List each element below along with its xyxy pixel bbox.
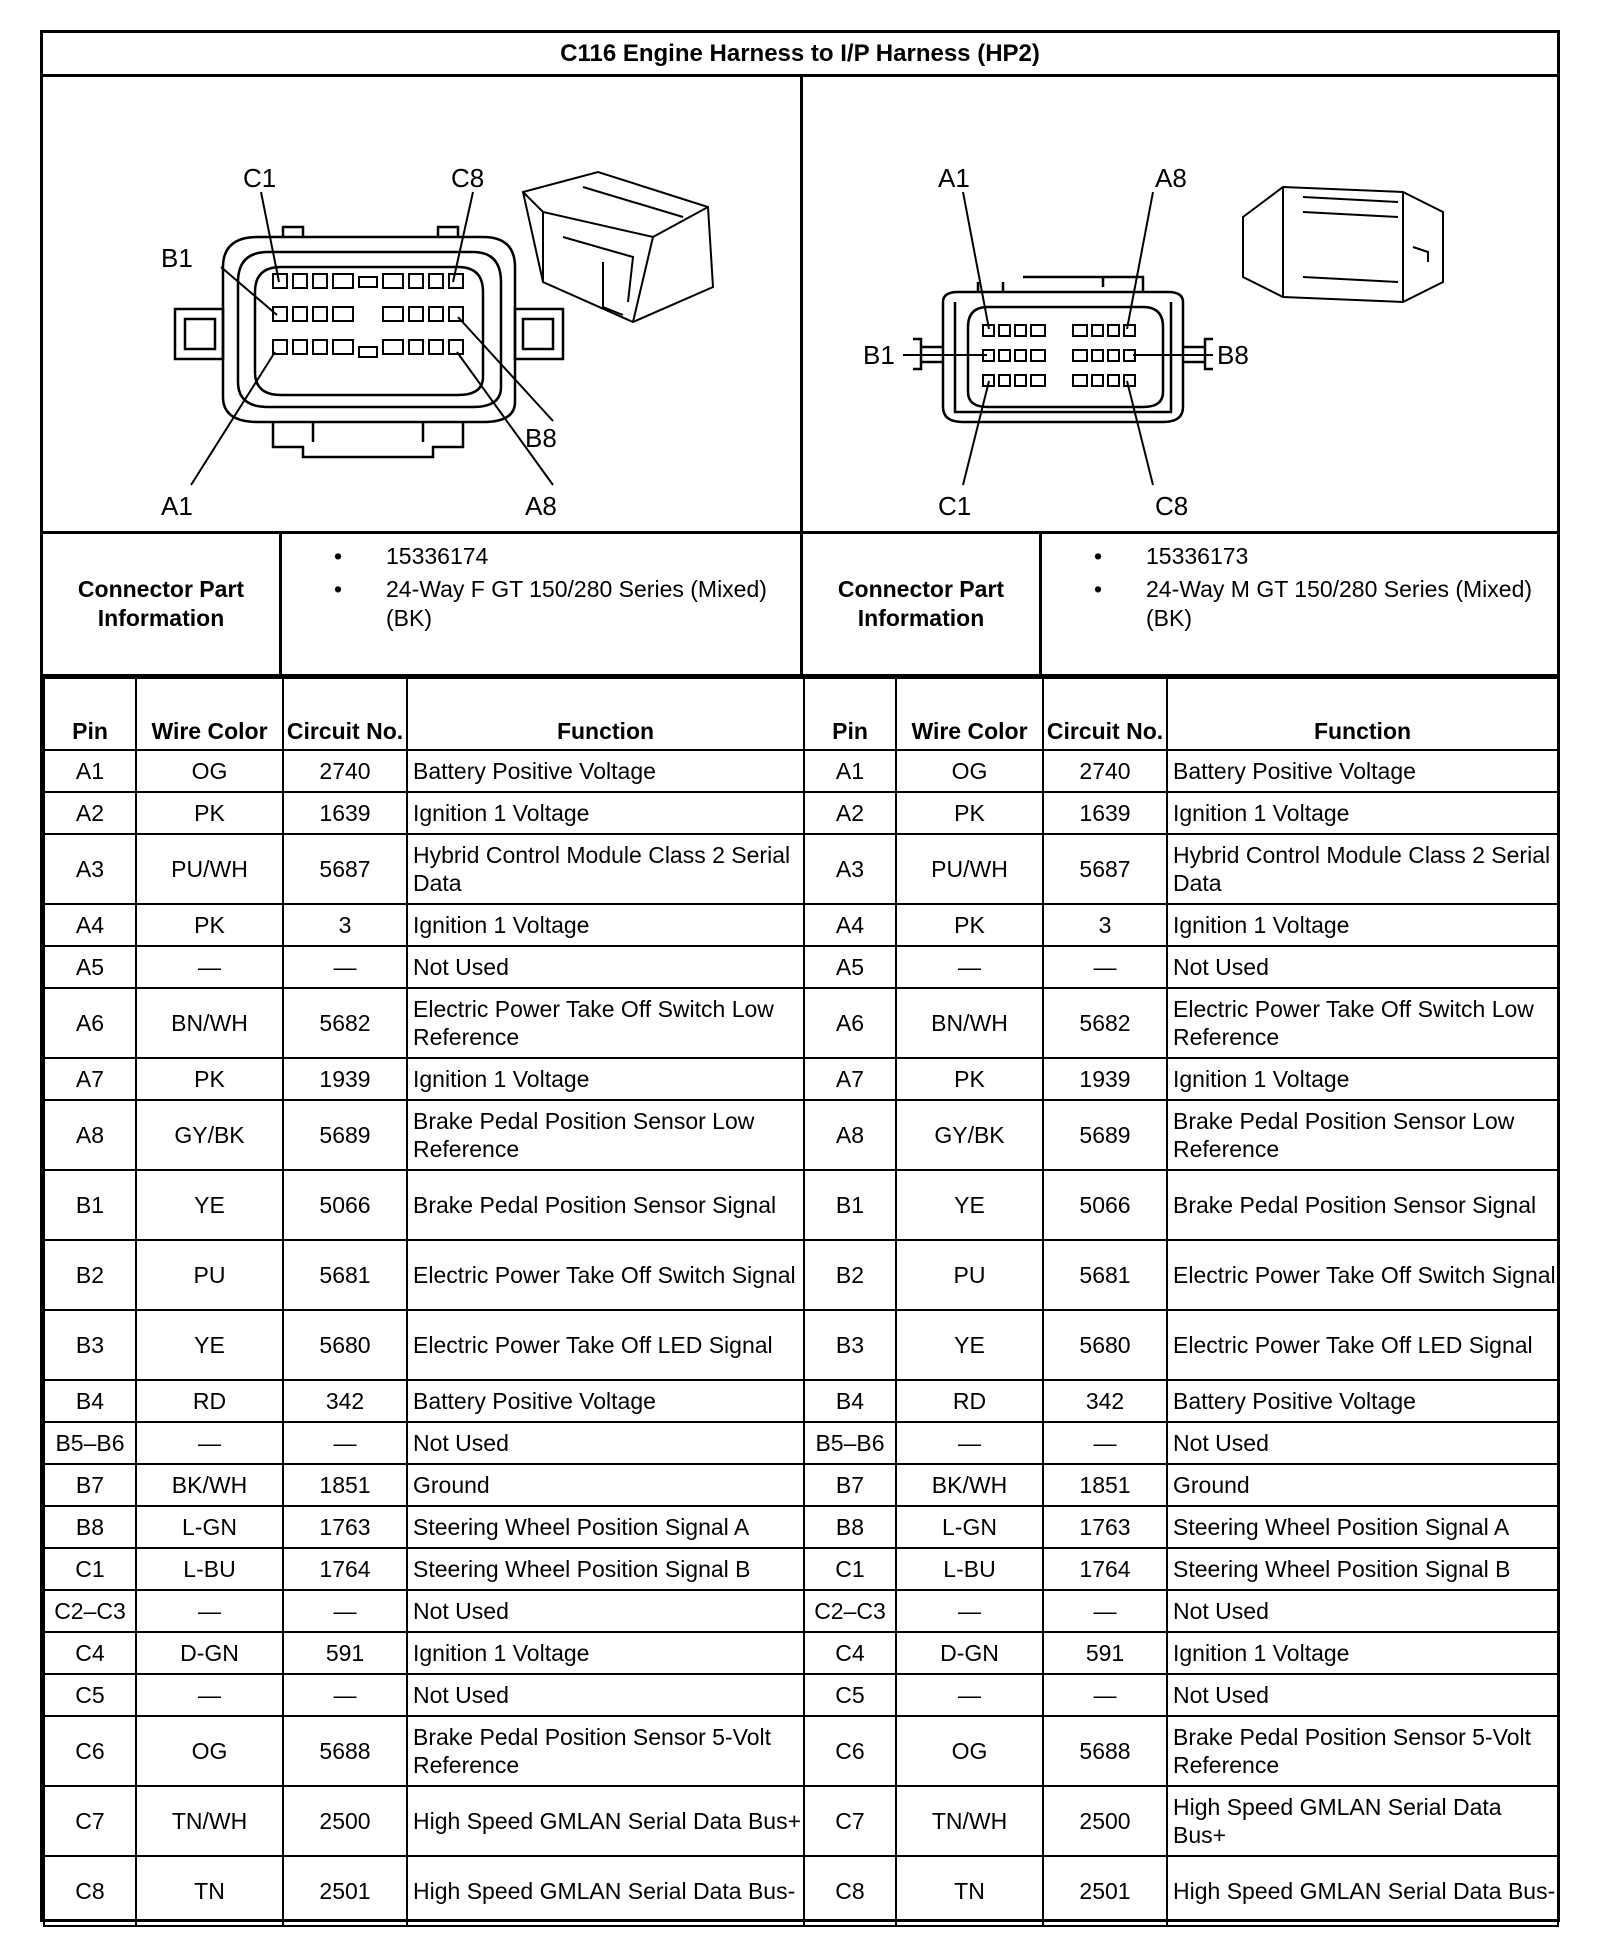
function-cell: Ignition 1 Voltage: [407, 904, 804, 946]
table-row: [804, 1240, 1558, 1310]
function-cell: Brake Pedal Position Sensor 5-Volt Reference: [407, 1716, 804, 1786]
pin-cell: A6: [804, 988, 896, 1058]
circuit-cell: 5682: [1043, 988, 1167, 1058]
wire-color-cell: PK: [136, 792, 283, 834]
function-cell: Electric Power Take Off Switch Signal: [1167, 1240, 1558, 1310]
circuit-cell: 591: [283, 1632, 407, 1674]
column-header-wire-color: Wire Color: [136, 678, 283, 750]
circuit-cell: 5688: [283, 1716, 407, 1786]
function-cell: Steering Wheel Position Signal B: [1167, 1548, 1558, 1590]
pin-cell: B3: [804, 1310, 896, 1380]
function-cell: Electric Power Take Off Switch Low Reference: [1167, 988, 1558, 1058]
table-row: [44, 1464, 804, 1506]
circuit-cell: 1764: [1043, 1548, 1167, 1590]
pin-cell: C7: [804, 1786, 896, 1856]
table-row: [804, 1716, 1558, 1786]
wire-color-cell: PK: [136, 904, 283, 946]
function-cell: Not Used: [407, 1422, 804, 1464]
function-cell: Brake Pedal Position Sensor Low Reference: [1167, 1100, 1558, 1170]
column-header-circuit: Circuit No.: [283, 678, 407, 750]
wire-color-cell: BK/WH: [136, 1464, 283, 1506]
table-row: [44, 1380, 804, 1422]
function-cell: Battery Positive Voltage: [407, 1380, 804, 1422]
table-row: [44, 1674, 804, 1716]
circuit-cell: 1851: [283, 1464, 407, 1506]
circuit-cell: 1763: [1043, 1506, 1167, 1548]
table-row: [804, 1856, 1558, 1926]
circuit-cell: 5689: [1043, 1100, 1167, 1170]
wire-color-cell: PK: [136, 1058, 283, 1100]
function-cell: Not Used: [1167, 1422, 1558, 1464]
wire-color-cell: L-BU: [896, 1548, 1043, 1590]
wire-color-cell: OG: [136, 750, 283, 792]
circuit-cell: 342: [1043, 1380, 1167, 1422]
function-cell: Brake Pedal Position Sensor Signal: [1167, 1170, 1558, 1240]
diagram-label-a8: A8: [525, 491, 557, 521]
pin-cell: A8: [804, 1100, 896, 1170]
circuit-cell: 5681: [1043, 1240, 1167, 1310]
connector-sheet: [40, 30, 1560, 1922]
wire-color-cell: —: [136, 1674, 283, 1716]
function-cell: Not Used: [407, 1674, 804, 1716]
table-row: [44, 1632, 804, 1674]
wire-color-cell: RD: [896, 1380, 1043, 1422]
diagram-label-b1: B1: [161, 243, 193, 273]
pin-cell: B3: [44, 1310, 136, 1380]
pin-cell: C4: [44, 1632, 136, 1674]
function-cell: Battery Positive Voltage: [1167, 750, 1558, 792]
male-connector-diagram: [803, 77, 1557, 531]
function-cell: Electric Power Take Off LED Signal: [1167, 1310, 1558, 1380]
pin-cell: A2: [44, 792, 136, 834]
table-row: [804, 1380, 1558, 1422]
connector-part-label-right: Connector Part Information: [803, 534, 1042, 674]
wire-color-cell: D-GN: [896, 1632, 1043, 1674]
function-cell: High Speed GMLAN Serial Data Bus-: [1167, 1856, 1558, 1926]
circuit-cell: —: [1043, 1422, 1167, 1464]
table-row: [44, 1422, 804, 1464]
pin-cell: B8: [44, 1506, 136, 1548]
part-number-left: • 15336174: [282, 542, 800, 571]
pin-cell: C7: [44, 1786, 136, 1856]
circuit-cell: 5066: [283, 1170, 407, 1240]
wire-color-cell: OG: [896, 1716, 1043, 1786]
function-cell: Brake Pedal Position Sensor Low Reference: [407, 1100, 804, 1170]
wire-color-cell: —: [896, 1590, 1043, 1632]
pin-table-right: [803, 677, 1559, 1927]
circuit-cell: 5687: [283, 834, 407, 904]
wire-color-cell: YE: [896, 1310, 1043, 1380]
pin-cell: B7: [44, 1464, 136, 1506]
part-description-left: • 24-Way F GT 150/280 Series (Mixed) (BK): [282, 575, 800, 633]
part-number-right: • 15336173: [1042, 542, 1557, 571]
function-cell: High Speed GMLAN Serial Data Bus+: [407, 1786, 804, 1856]
female-connector-diagram: [43, 77, 803, 531]
circuit-cell: 5681: [283, 1240, 407, 1310]
circuit-cell: 1939: [283, 1058, 407, 1100]
table-row: [44, 1170, 804, 1240]
table-row: [804, 1422, 1558, 1464]
column-header-circuit: Circuit No.: [1043, 678, 1167, 750]
wire-color-cell: —: [896, 1674, 1043, 1716]
table-row: [44, 1310, 804, 1380]
wire-color-cell: GY/BK: [896, 1100, 1043, 1170]
column-header-function: Function: [407, 678, 804, 750]
wire-color-cell: TN/WH: [896, 1786, 1043, 1856]
wire-color-cell: L-BU: [136, 1548, 283, 1590]
function-cell: Electric Power Take Off LED Signal: [407, 1310, 804, 1380]
circuit-cell: 3: [1043, 904, 1167, 946]
circuit-cell: 5682: [283, 988, 407, 1058]
pin-cell: A1: [804, 750, 896, 792]
pin-cell: A3: [804, 834, 896, 904]
circuit-cell: —: [283, 1590, 407, 1632]
pin-cell: A5: [804, 946, 896, 988]
table-row: [804, 1786, 1558, 1856]
table-row: [804, 1590, 1558, 1632]
table-row: [804, 834, 1558, 904]
column-header-wire-color: Wire Color: [896, 678, 1043, 750]
pin-cell: C5: [804, 1674, 896, 1716]
table-row: [804, 946, 1558, 988]
circuit-cell: 2500: [1043, 1786, 1167, 1856]
pin-cell: C1: [44, 1548, 136, 1590]
wire-color-cell: RD: [136, 1380, 283, 1422]
function-cell: Ignition 1 Voltage: [1167, 904, 1558, 946]
function-cell: Not Used: [407, 1590, 804, 1632]
function-cell: Not Used: [1167, 1674, 1558, 1716]
wire-color-cell: —: [136, 1590, 283, 1632]
female-connector-drawing: [43, 77, 800, 531]
wire-color-cell: OG: [136, 1716, 283, 1786]
table-row: [44, 904, 804, 946]
pin-cell: C6: [804, 1716, 896, 1786]
circuit-cell: 3: [283, 904, 407, 946]
table-row: [44, 792, 804, 834]
circuit-cell: —: [1043, 946, 1167, 988]
function-cell: Ignition 1 Voltage: [407, 792, 804, 834]
table-row: [44, 988, 804, 1058]
pin-cell: A5: [44, 946, 136, 988]
circuit-cell: 1639: [1043, 792, 1167, 834]
function-cell: Not Used: [1167, 946, 1558, 988]
wire-color-cell: —: [896, 1422, 1043, 1464]
wire-color-cell: BN/WH: [136, 988, 283, 1058]
pin-cell: C8: [804, 1856, 896, 1926]
table-row: [804, 792, 1558, 834]
wire-color-cell: PK: [896, 904, 1043, 946]
circuit-cell: 2500: [283, 1786, 407, 1856]
pin-cell: A7: [804, 1058, 896, 1100]
table-row: [44, 834, 804, 904]
wire-color-cell: —: [896, 946, 1043, 988]
circuit-cell: 2501: [1043, 1856, 1167, 1926]
pin-cell: C2–C3: [804, 1590, 896, 1632]
function-cell: Electric Power Take Off Switch Signal: [407, 1240, 804, 1310]
table-row: [804, 1506, 1558, 1548]
diagram-label-b1: B1: [863, 340, 895, 370]
pin-cell: C8: [44, 1856, 136, 1926]
wire-color-cell: GY/BK: [136, 1100, 283, 1170]
circuit-cell: —: [1043, 1674, 1167, 1716]
pin-cell: A8: [44, 1100, 136, 1170]
diagram-label-c8: C8: [451, 163, 485, 193]
circuit-cell: 5687: [1043, 834, 1167, 904]
wire-color-cell: PU: [136, 1240, 283, 1310]
column-header-pin: Pin: [44, 678, 136, 750]
diagram-label-b8: B8: [525, 423, 557, 453]
table-row: [44, 946, 804, 988]
function-cell: Not Used: [407, 946, 804, 988]
table-row: [44, 1716, 804, 1786]
pin-cell: A1: [44, 750, 136, 792]
circuit-cell: 1764: [283, 1548, 407, 1590]
pin-cell: C1: [804, 1548, 896, 1590]
function-cell: Steering Wheel Position Signal A: [1167, 1506, 1558, 1548]
table-row: [44, 1506, 804, 1548]
table-row: [804, 1632, 1558, 1674]
wire-color-cell: TN: [896, 1856, 1043, 1926]
circuit-cell: 591: [1043, 1632, 1167, 1674]
diagram-label-a8: A8: [1155, 163, 1187, 193]
wire-color-cell: TN/WH: [136, 1786, 283, 1856]
function-cell: Brake Pedal Position Sensor Signal: [407, 1170, 804, 1240]
table-row: [44, 1590, 804, 1632]
circuit-cell: 1639: [283, 792, 407, 834]
column-header-function: Function: [1167, 678, 1558, 750]
circuit-cell: 5066: [1043, 1170, 1167, 1240]
function-cell: Not Used: [1167, 1590, 1558, 1632]
wire-color-cell: PU/WH: [136, 834, 283, 904]
table-row: [804, 1100, 1558, 1170]
circuit-cell: 1939: [1043, 1058, 1167, 1100]
function-cell: Ignition 1 Voltage: [407, 1632, 804, 1674]
circuit-cell: 5680: [283, 1310, 407, 1380]
pin-cell: A2: [804, 792, 896, 834]
function-cell: Ignition 1 Voltage: [1167, 1632, 1558, 1674]
wire-color-cell: YE: [136, 1170, 283, 1240]
pin-cell: C6: [44, 1716, 136, 1786]
circuit-cell: 5689: [283, 1100, 407, 1170]
pin-cell: B7: [804, 1464, 896, 1506]
table-row: [44, 1240, 804, 1310]
wire-color-cell: —: [136, 1422, 283, 1464]
circuit-cell: —: [283, 1422, 407, 1464]
function-cell: High Speed GMLAN Serial Data Bus+: [1167, 1786, 1558, 1856]
table-row: [804, 1310, 1558, 1380]
pin-cell: A6: [44, 988, 136, 1058]
wire-color-cell: PU/WH: [896, 834, 1043, 904]
diagram-label-c1: C1: [243, 163, 277, 193]
function-cell: Battery Positive Voltage: [407, 750, 804, 792]
function-cell: Battery Positive Voltage: [1167, 1380, 1558, 1422]
pin-table-left: [43, 677, 805, 1927]
table-row: [44, 1786, 804, 1856]
wire-color-cell: D-GN: [136, 1632, 283, 1674]
wire-color-cell: YE: [136, 1310, 283, 1380]
pin-cell: B5–B6: [804, 1422, 896, 1464]
diagram-label-c8: C8: [1155, 491, 1189, 521]
pin-cell: B1: [804, 1170, 896, 1240]
table-row: [804, 1674, 1558, 1716]
circuit-cell: 1763: [283, 1506, 407, 1548]
function-cell: Ignition 1 Voltage: [407, 1058, 804, 1100]
table-row: [804, 1548, 1558, 1590]
pin-cell: B5–B6: [44, 1422, 136, 1464]
circuit-cell: —: [283, 946, 407, 988]
table-row: [44, 1100, 804, 1170]
function-cell: Ground: [1167, 1464, 1558, 1506]
function-cell: Steering Wheel Position Signal A: [407, 1506, 804, 1548]
male-connector-drawing: [803, 77, 1557, 531]
wire-color-cell: L-GN: [136, 1506, 283, 1548]
wire-color-cell: TN: [136, 1856, 283, 1926]
function-cell: Ignition 1 Voltage: [1167, 792, 1558, 834]
wire-color-cell: PU: [896, 1240, 1043, 1310]
pin-cell: B2: [44, 1240, 136, 1310]
function-cell: Steering Wheel Position Signal B: [407, 1548, 804, 1590]
pin-cell: B8: [804, 1506, 896, 1548]
function-cell: Electric Power Take Off Switch Low Reference: [407, 988, 804, 1058]
table-row: [44, 1856, 804, 1926]
wire-color-cell: L-GN: [896, 1506, 1043, 1548]
wire-color-cell: YE: [896, 1170, 1043, 1240]
circuit-cell: 5688: [1043, 1716, 1167, 1786]
function-cell: Brake Pedal Position Sensor 5-Volt Reference: [1167, 1716, 1558, 1786]
table-row: [44, 1548, 804, 1590]
pin-cell: A7: [44, 1058, 136, 1100]
pin-cell: A3: [44, 834, 136, 904]
circuit-cell: 5680: [1043, 1310, 1167, 1380]
function-cell: Hybrid Control Module Class 2 Serial Data: [1167, 834, 1558, 904]
pin-cell: A4: [44, 904, 136, 946]
pin-cell: B2: [804, 1240, 896, 1310]
column-header-pin: Pin: [804, 678, 896, 750]
pin-cell: B4: [804, 1380, 896, 1422]
pin-cell: C2–C3: [44, 1590, 136, 1632]
wire-color-cell: BK/WH: [896, 1464, 1043, 1506]
wire-color-cell: —: [136, 946, 283, 988]
connector-part-info-right: [1042, 534, 1557, 674]
diagram-label-a1: A1: [938, 163, 970, 193]
table-row: [804, 1464, 1558, 1506]
table-row: [804, 1170, 1558, 1240]
diagram-label-c1: C1: [938, 491, 972, 521]
function-cell: Ground: [407, 1464, 804, 1506]
pin-cell: C5: [44, 1674, 136, 1716]
pin-cell: B4: [44, 1380, 136, 1422]
pin-cell: C4: [804, 1632, 896, 1674]
table-row: [804, 750, 1558, 792]
diagram-label-a1: A1: [161, 491, 193, 521]
part-description-right: • 24-Way M GT 150/280 Series (Mixed) (BK): [1042, 575, 1557, 633]
wire-color-cell: PK: [896, 792, 1043, 834]
pin-cell: A4: [804, 904, 896, 946]
circuit-cell: 2740: [1043, 750, 1167, 792]
wire-color-cell: PK: [896, 1058, 1043, 1100]
circuit-cell: —: [283, 1674, 407, 1716]
table-row: [44, 1058, 804, 1100]
circuit-cell: 2740: [283, 750, 407, 792]
page-title: C116 Engine Harness to I/P Harness (HP2): [43, 33, 1557, 77]
connector-part-info-row: [43, 531, 1557, 677]
function-cell: Ignition 1 Voltage: [1167, 1058, 1558, 1100]
circuit-cell: 342: [283, 1380, 407, 1422]
wire-color-cell: OG: [896, 750, 1043, 792]
circuit-cell: —: [1043, 1590, 1167, 1632]
circuit-cell: 1851: [1043, 1464, 1167, 1506]
diagram-label-b8: B8: [1217, 340, 1249, 370]
table-row: [804, 904, 1558, 946]
circuit-cell: 2501: [283, 1856, 407, 1926]
connector-part-label-left: Connector Part Information: [43, 534, 282, 674]
function-cell: Hybrid Control Module Class 2 Serial Data: [407, 834, 804, 904]
table-row: [44, 750, 804, 792]
wire-color-cell: BN/WH: [896, 988, 1043, 1058]
connector-part-info-left: [282, 534, 803, 674]
function-cell: High Speed GMLAN Serial Data Bus-: [407, 1856, 804, 1926]
table-row: [804, 1058, 1558, 1100]
table-row: [804, 988, 1558, 1058]
pin-cell: B1: [44, 1170, 136, 1240]
